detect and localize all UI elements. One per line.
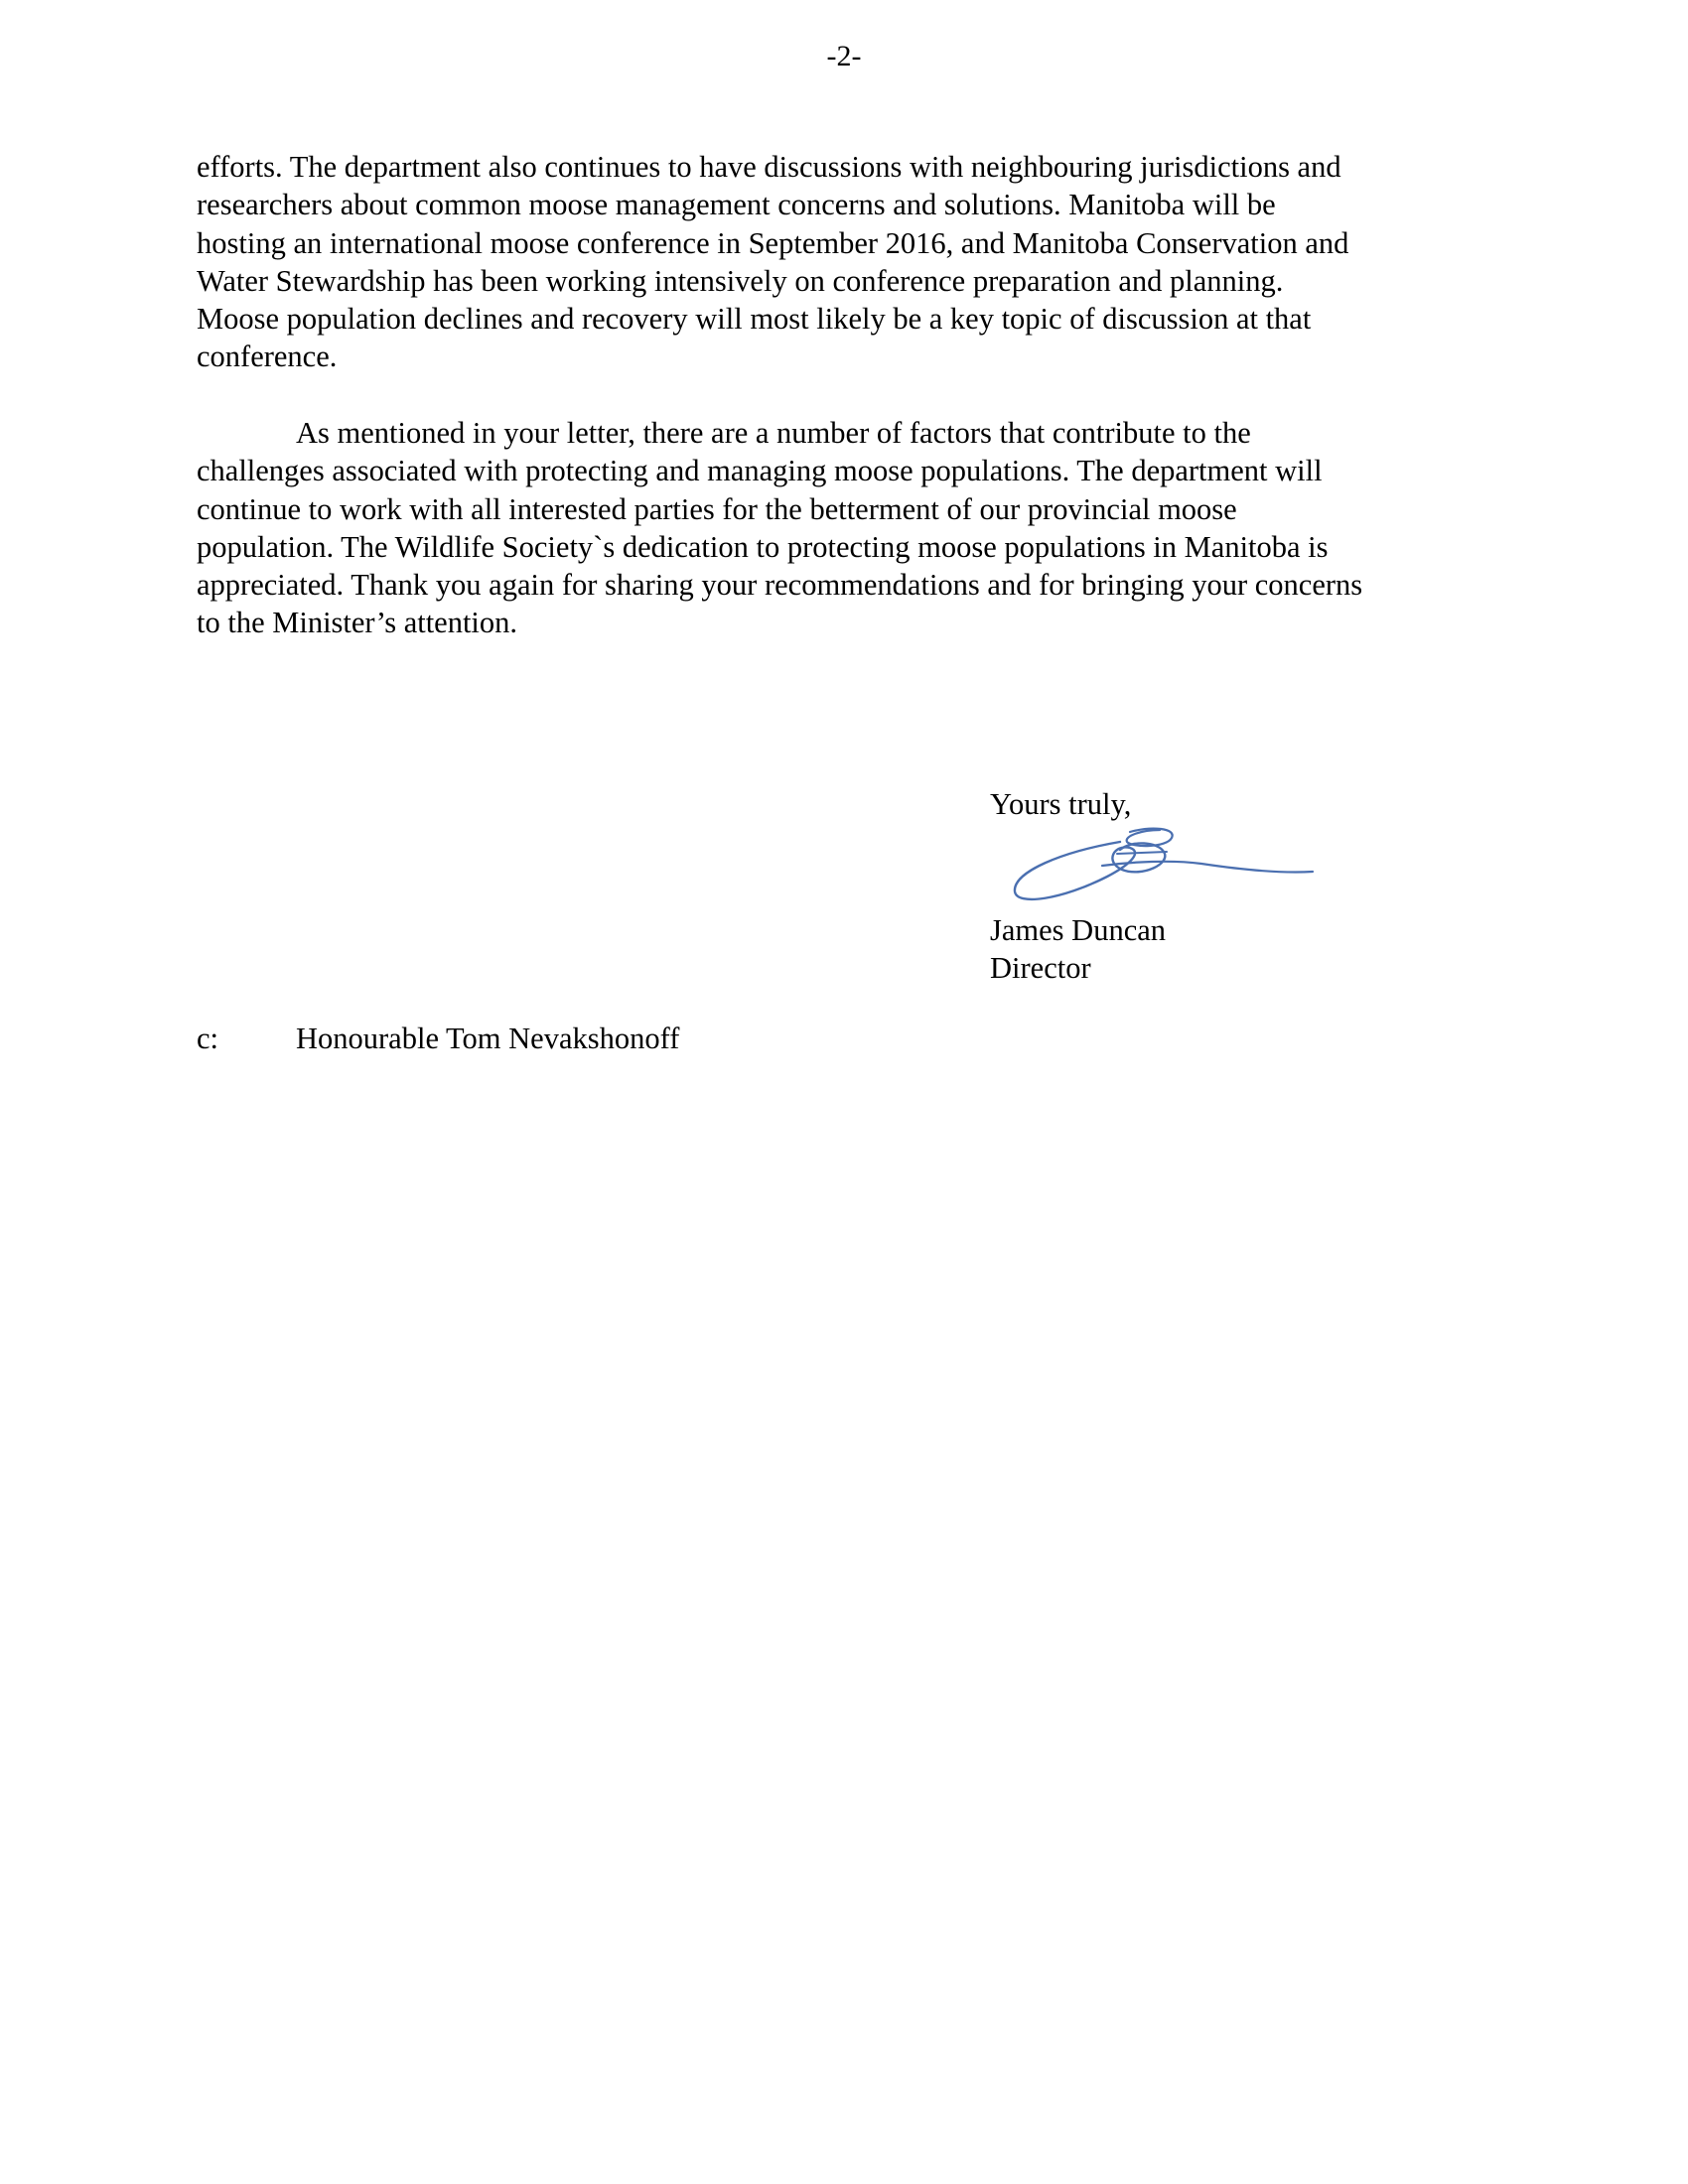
paragraph-line: population. The Wildlife Society`s dedication to protecting moose populations in Manitoba is [197,529,1329,564]
paragraph-line: conference. [197,340,338,374]
paragraph-line: appreciated. Thank you again for sharing your recommendations and for bringing your concerns [197,568,1363,603]
paragraph-line: efforts. The department also continues to have discussions with neighbouring jurisdictions and [197,150,1341,184]
closing-salutation: Yours truly, [990,787,1132,821]
paragraph-line: researchers about common moose management concerns and solutions. Manitoba will be [197,188,1276,222]
paragraph-line: Moose population declines and recovery will most likely be a key topic of discussion at that [197,302,1312,337]
page-number: -2- [826,40,862,72]
paragraph-line: to the Minister’s attention. [197,606,518,640]
signer-name: James Duncan [990,913,1167,947]
paragraph-line: As mentioned in your letter, there are a number of factors that contribute to the [296,416,1251,450]
body-paragraph-2 [197,414,1497,642]
cc-recipient: Honourable Tom Nevakshonoff [296,1022,680,1055]
paragraph-line: Water Stewardship has been working intensively on conference preparation and planning. [197,263,1284,298]
cc-label: c: [197,1022,219,1055]
paragraph-line: hosting an international moose conference in September 2016, and Manitoba Conservation and [197,225,1349,260]
signer-title: Director [990,951,1091,985]
body-paragraph-1 [197,148,1497,376]
signature-strokes [1015,829,1313,899]
paragraph-line: continue to work with all interested parties for the betterment of our provincial moose [197,491,1237,526]
paragraph-line: challenges associated with protecting and managing moose populations. The department will [197,454,1323,488]
handwritten-signature [1003,822,1316,911]
